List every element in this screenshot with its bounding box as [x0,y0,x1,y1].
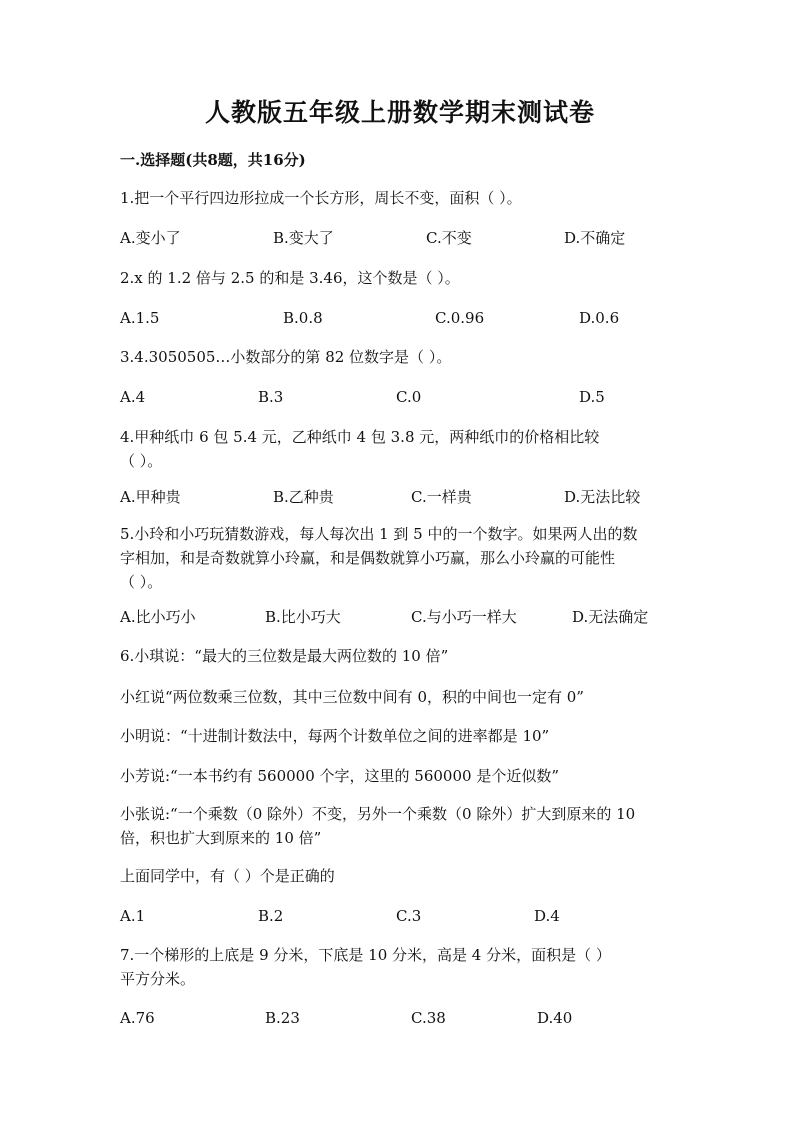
question-text: 3.4.3050505…小数部分的第 82 位数字是（ ）。 [120,348,452,366]
question-text-line-2: （ ）。 [120,452,163,470]
question-1 [120,186,685,210]
question-4-options [120,485,685,509]
exam-title: 人教版五年级上册数学期末测试卷 [204,98,595,127]
question-6-prompt [120,864,685,888]
statement-xiaofang [120,764,685,788]
question-1-options [120,226,685,250]
statement-text: 小红说“两位数乘三位数，其中三位数中间有 0，积的中间也一定有 0” [120,688,584,706]
statement-text: 上面同学中，有（ ）个是正确的 [120,867,335,885]
option-c: C.3 [396,907,422,925]
option-a: A.4 [120,388,146,406]
option-c: C.不变 [426,229,472,247]
option-a: A.变小了 [120,229,181,247]
option-a: A.比小巧小 [120,608,196,626]
question-5 [120,522,685,594]
question-7-options [120,1006,685,1030]
question-2-options [120,306,685,330]
question-text-line-1: 4.甲种纸巾 6 包 5.4 元，乙种纸巾 4 包 3.8 元，两种纸巾的价格相比较 [120,428,600,446]
statement-text-line-1: 小张说:“一个乘数（0 除外）不变，另外一个乘数（0 除外）扩大到原来的 10 [120,805,636,823]
question-text-line-1: 7.一个梯形的上底是 9 分米，下底是 10 分米，高是 4 分米，面积是（ ） [120,946,611,964]
option-c: C.0.96 [435,309,485,327]
option-a: A.76 [120,1009,155,1027]
question-3-options [120,385,685,409]
question-text: 6.小琪说：“最大的三位数是最大两位数的 10 倍” [120,647,449,665]
statement-text-line-2: 倍，积也扩大到原来的 10 倍” [120,829,322,847]
option-c: C.38 [411,1009,446,1027]
option-d: D.40 [537,1009,573,1027]
statement-xiaozhang [120,802,685,850]
option-d: D.不确定 [564,229,626,247]
section-heading: 一.选择题(共8题，共16分) [120,151,306,169]
option-a: A.1 [120,907,146,925]
option-b: B.变大了 [273,229,334,247]
option-d: D.5 [579,388,605,406]
option-b: B.23 [265,1009,300,1027]
option-b: B.2 [258,907,284,925]
option-b: B.比小巧大 [265,608,341,626]
statement-xiaoming [120,724,685,748]
option-d: D.0.6 [579,309,620,327]
question-4 [120,425,685,473]
option-d: D.无法比较 [564,488,641,506]
question-6-options [120,904,685,928]
question-text-line-2: 字相加，和是奇数就算小玲赢，和是偶数就算小巧赢，那么小玲赢的可能性 [120,549,616,567]
question-text-line-1: 5.小玲和小巧玩猜数游戏，每人每次出 1 到 5 中的一个数字。如果两人出的数 [120,525,638,543]
statement-xiaohong [120,685,685,709]
question-text: 2.x 的 1.2 倍与 2.5 的和是 3.46，这个数是（ ）。 [120,269,460,287]
statement-text: 小芳说:“一本书约有 560000 个字，这里的 560000 是个近似数” [120,767,559,785]
option-d: D.4 [534,907,560,925]
option-b: B.3 [258,388,284,406]
option-a: A.1.5 [120,309,160,327]
question-text-line-3: （ ）。 [120,573,163,591]
question-2 [120,266,685,290]
question-5-options [120,605,685,629]
option-c: C.与小巧一样大 [411,608,517,626]
question-3 [120,345,685,369]
option-b: B.0.8 [283,309,323,327]
question-7 [120,943,685,991]
statement-text: 小明说：“十进制计数法中，每两个计数单位之间的进率都是 10” [120,727,550,745]
question-text-line-2: 平方分米。 [120,970,196,988]
option-c: C.一样贵 [411,488,472,506]
question-6 [120,644,685,668]
option-a: A.甲种贵 [120,488,181,506]
question-text: 1.把一个平行四边形拉成一个长方形，周长不变，面积（ ）。 [120,189,522,207]
option-c: C.0 [396,388,422,406]
option-d: D.无法确定 [572,608,649,626]
option-b: B.乙种贵 [273,488,334,506]
